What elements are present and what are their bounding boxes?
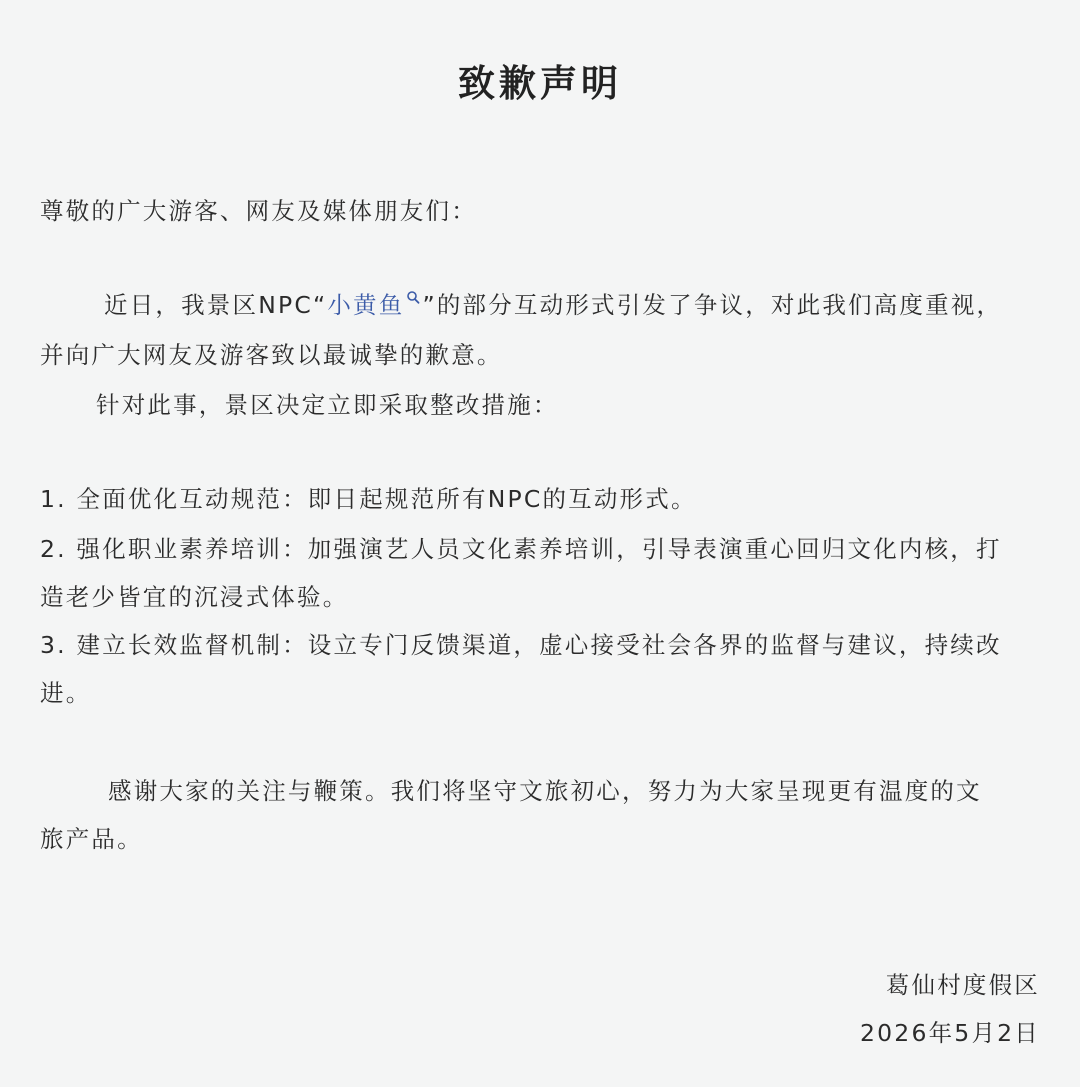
closing-line-2: 旅产品。 <box>40 825 143 853</box>
measure-item-2-line-2: 造老少皆宜的沉浸式体验。 <box>40 583 349 611</box>
paragraph-1-prefix: 近日，我景区NPC“ <box>104 291 328 319</box>
paragraph-1-line-2: 并向广大网友及游客致以最诚挚的歉意。 <box>40 341 503 369</box>
signature-organization: 葛仙村度假区 <box>885 971 1040 999</box>
search-icon[interactable] <box>406 290 420 306</box>
measure-item-1: 1. 全面优化互动规范：即日起规范所有NPC的互动形式。 <box>40 485 697 513</box>
greeting: 尊敬的广大游客、网友及媒体朋友们： <box>40 197 477 225</box>
paragraph-2: 针对此事，景区决定立即采取整改措施： <box>96 391 559 419</box>
measure-item-2-line-1: 2. 强化职业素养培训：加强演艺人员文化素养培训，引导表演重心回归文化内核，打 <box>40 535 1002 563</box>
measure-item-3-line-2: 进。 <box>40 679 92 707</box>
npc-name-search-link[interactable] <box>327 291 422 319</box>
paragraph-1-suffix: ”的部分互动形式引发了争议，对此我们高度重视， <box>422 291 1003 319</box>
npc-name-text[interactable]: 小黄鱼 <box>327 291 405 319</box>
paragraph-1-line-1 <box>104 288 1002 322</box>
signature-date: 2026年5月2日 <box>859 1019 1040 1047</box>
measure-item-3-line-1: 3. 建立长效监督机制：设立专门反馈渠道，虚心接受社会各界的监督与建议，持续改 <box>40 631 1002 659</box>
closing-line-1: 感谢大家的关注与鞭策。我们将坚守文旅初心，努力为大家呈现更有温度的文 <box>108 777 982 805</box>
page-title: 致歉声明 <box>458 62 622 105</box>
